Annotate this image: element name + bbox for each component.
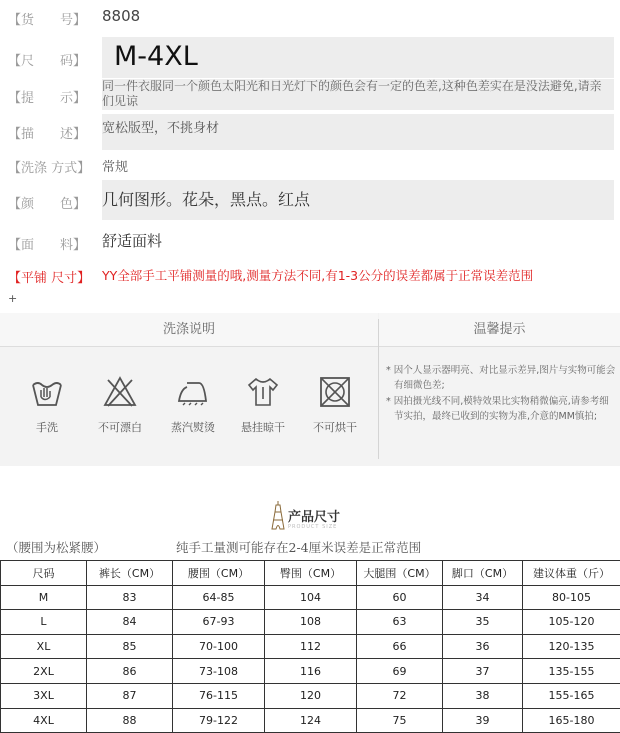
size-table <box>0 560 620 733</box>
eiffel-tower-icon <box>270 500 286 530</box>
measure-note: 纯手工量测可能存在2-4厘米误差是正常范围 <box>176 538 421 556</box>
size-subtitle-text: PRODUCT SIZE <box>288 524 337 530</box>
care-label: 悬挂晾干 <box>228 419 298 435</box>
table-cell: 38 <box>443 683 523 708</box>
info-value: 舒适面料 <box>102 230 614 251</box>
info-value: M-4XL <box>102 37 614 78</box>
table-cell: 87 <box>87 683 173 708</box>
table-row <box>1 610 620 635</box>
table-cell: 120-135 <box>523 634 620 659</box>
info-value: 宽松版型，不挑身材 <box>102 114 614 150</box>
info-row-color <box>0 180 620 222</box>
header-cell: 大腿围（CM） <box>357 561 443 586</box>
table-cell: 60 <box>357 585 443 610</box>
info-value: YY全部手工平铺测量的哦,测量方法不同,有1-3公分的误差都属于正常误差范围 <box>102 266 614 284</box>
table-cell: 120 <box>265 683 357 708</box>
table-cell: 73-108 <box>173 659 265 684</box>
table-cell: XL <box>1 634 87 659</box>
table-cell: 66 <box>357 634 443 659</box>
header-cell: 臀围（CM） <box>265 561 357 586</box>
info-label: 【洗涤 方式】 <box>8 157 98 176</box>
table-cell: 35 <box>443 610 523 635</box>
info-label: 【平铺 尺寸】 <box>8 267 98 286</box>
care-item-hand-wash <box>12 375 82 435</box>
info-row-size <box>0 36 620 78</box>
table-cell: 79-122 <box>173 708 265 733</box>
table-cell: 84 <box>87 610 173 635</box>
table-cell: 4XL <box>1 708 87 733</box>
header-cell: 腰围（CM） <box>173 561 265 586</box>
table-cell: 39 <box>443 708 523 733</box>
info-label: 【货 号】 <box>8 9 98 28</box>
table-row <box>1 634 620 659</box>
tips-heading: 温馨提示 <box>379 313 620 347</box>
table-cell: 108 <box>265 610 357 635</box>
care-item-steam-iron <box>158 375 228 435</box>
table-cell: 64-85 <box>173 585 265 610</box>
table-cell: 3XL <box>1 683 87 708</box>
table-cell: 76-115 <box>173 683 265 708</box>
tip-item: * 因个人显示器明亮、对比显示差异,图片与实物可能会有细微色差; <box>386 363 616 393</box>
table-cell: 67-93 <box>173 610 265 635</box>
info-value: 几何图形。花朵，黑点。红点 <box>102 180 614 220</box>
header-cell: 尺码 <box>1 561 87 586</box>
info-value: 常规 <box>102 156 614 175</box>
waist-note: （腰围为松紧腰） <box>6 538 106 556</box>
table-cell: 70-100 <box>173 634 265 659</box>
table-cell: 2XL <box>1 659 87 684</box>
care-label: 不可烘干 <box>300 419 370 435</box>
table-row <box>1 659 620 684</box>
info-row-fabric <box>0 228 620 256</box>
table-cell: 135-155 <box>523 659 620 684</box>
table-cell: 63 <box>357 610 443 635</box>
table-cell: 72 <box>357 683 443 708</box>
table-cell: L <box>1 610 87 635</box>
care-panel <box>0 313 620 466</box>
info-value: 8808 <box>102 7 614 25</box>
care-divider <box>378 319 379 459</box>
tip-item: * 因拍摄光线不同,模特效果比实物稍微偏亮,请参考细节实拍，最终已收到的实物为准,介意的MM慎拍; <box>386 394 616 424</box>
no-tumble-dry-icon <box>318 375 352 409</box>
table-cell: 105-120 <box>523 610 620 635</box>
table-cell: 155-165 <box>523 683 620 708</box>
table-row <box>1 585 620 610</box>
info-row-notice <box>0 78 620 112</box>
table-cell: 36 <box>443 634 523 659</box>
table-cell: 104 <box>265 585 357 610</box>
info-label: 【提 示】 <box>8 87 98 106</box>
no-bleach-icon <box>103 375 137 409</box>
info-label: 【描 述】 <box>8 123 98 142</box>
tips-text <box>386 363 616 425</box>
header-cell: 裤长（CM） <box>87 561 173 586</box>
plus-mark: + <box>8 292 17 305</box>
info-row-description <box>0 114 620 150</box>
table-cell: 112 <box>265 634 357 659</box>
hang-dry-icon <box>246 375 280 409</box>
wash-instructions-heading: 洗涤说明 <box>0 313 378 347</box>
info-row-wash-method <box>0 154 620 176</box>
info-label: 【尺 码】 <box>8 50 98 69</box>
table-cell: 86 <box>87 659 173 684</box>
table-cell: 37 <box>443 659 523 684</box>
table-cell: 88 <box>87 708 173 733</box>
header-cell: 脚口（CM） <box>443 561 523 586</box>
care-label: 手洗 <box>12 419 82 435</box>
steam-iron-icon <box>175 375 211 409</box>
size-section-title <box>230 500 390 530</box>
hand-wash-icon <box>30 375 64 409</box>
table-cell: M <box>1 585 87 610</box>
table-cell: 85 <box>87 634 173 659</box>
header-cell: 建议体重（斤） <box>523 561 620 586</box>
table-cell: 34 <box>443 585 523 610</box>
info-label: 【面 料】 <box>8 234 98 253</box>
info-value: 同一件衣服同一个颜色太阳光和日光灯下的颜色会有一定的色差,这种色差实在是没法避免,请亲们见谅 <box>102 79 614 110</box>
table-cell: 83 <box>87 585 173 610</box>
care-item-no-bleach <box>85 375 155 435</box>
care-label: 不可漂白 <box>85 419 155 435</box>
table-row <box>1 683 620 708</box>
table-cell: 75 <box>357 708 443 733</box>
size-table-header <box>1 561 620 586</box>
size-title-text: 产品尺寸 <box>288 506 340 525</box>
table-cell: 165-180 <box>523 708 620 733</box>
table-cell: 116 <box>265 659 357 684</box>
care-item-hang-dry <box>228 375 298 435</box>
care-label: 蒸汽熨烫 <box>158 419 228 435</box>
info-row-item-no <box>0 6 620 26</box>
table-cell: 69 <box>357 659 443 684</box>
table-cell: 80-105 <box>523 585 620 610</box>
info-label: 【颜 色】 <box>8 193 98 212</box>
table-row <box>1 708 620 733</box>
table-cell: 124 <box>265 708 357 733</box>
info-row-flat-size <box>0 262 620 288</box>
care-item-no-tumble-dry <box>300 375 370 435</box>
